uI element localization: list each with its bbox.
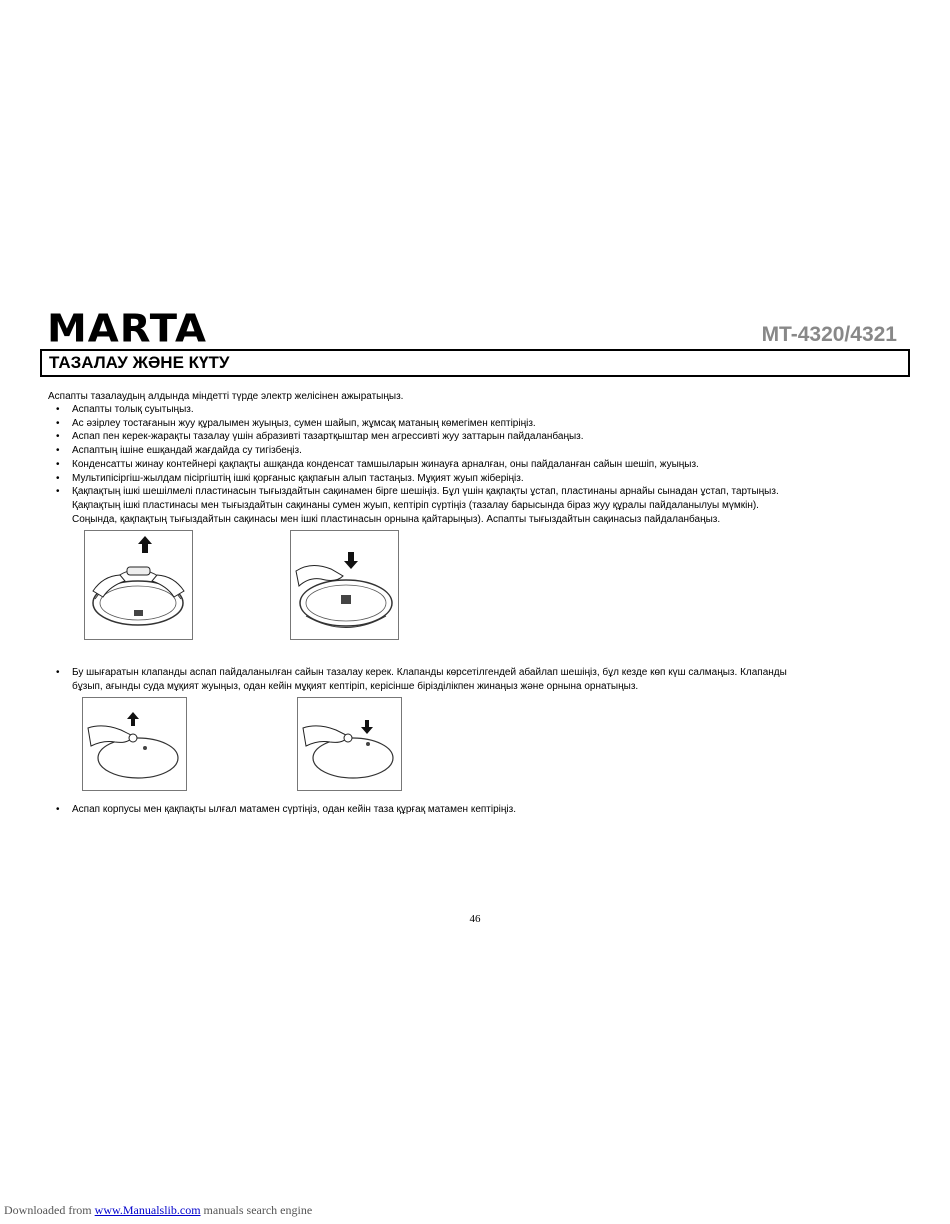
bullet-dot: • — [56, 417, 60, 429]
arrow-down-icon — [344, 552, 358, 569]
bullet-dot: • — [56, 404, 60, 415]
list-item: • Аспаптың ішіне ешқандай жағдайда су тигізбеңіз. — [56, 445, 302, 457]
brand-logo: MARTA — [47, 307, 207, 351]
list-item-valve: • Бу шығаратын клапанды аспап пайдаланылған сайын тазалау керек. Клапанды көрсетілгендей абайлап шешіңіз, бұл кезде көп күш салмаңыз. Клапанды бұзып, ағынды суда мұқият жуыңыз, одан кейін мұқият кептіріп, керісінше бірізділікпен жинаңыз және орнына орнатыңыз. — [56, 667, 787, 692]
lid-install-illustration — [290, 530, 399, 640]
section-title: ТАЗАЛАУ ЖӘНЕ КҮТУ — [49, 353, 230, 372]
bullet-dot: • — [56, 486, 60, 498]
lid-remove-illustration — [84, 530, 193, 640]
bullet-list-main — [48, 403, 779, 526]
list-item: • Аспап корпусы мен қақпақты ылғал матамен сүртіңіз, одан кейін таза құрғақ матамен кептіріңіз. — [56, 804, 516, 815]
list-item: • Аспапты толық суытыңыз. — [56, 404, 194, 415]
list-item: • Ас әзірлеу тостағанын жуу құралымен жуыңыз, сумен шайып, жұмсақ матаның көмегімен кептіріңіз. — [56, 417, 536, 429]
list-item: • Конденсатты жинау контейнері қақпақты ашқанда конденсат тамшыларын жинауға арналған, оны пайдаланған сайын шешіп, жуыңыз. — [56, 458, 699, 470]
valve-install-illustration — [297, 697, 402, 791]
arrow-down-icon — [361, 720, 373, 734]
valve-remove-illustration — [82, 697, 187, 791]
bullet-dot: • — [56, 431, 60, 443]
model-number: MT-4320/4321 — [761, 323, 897, 346]
bullet-dot: • — [56, 458, 60, 470]
list-item-plate: • Қақпақтың ішкі шешілмелі пластинасын тығыздайтын сақинамен бірге шешіңіз. Бұл үшін қақпақты ұстап, пластинаны арнайы сынадан ұстап, тартыңыз. Қақпақтың ішкі пластинасы мен тығыздайтын сақинаны сумен жуып, кептіріп сүртіңіз (тазалау барысында біраз жуу құралы пайдаланылуы мүмкін). Соңында, қақпақтың тығыздайтын сақинасы мен ішкі пластинасын орнына қайтарыңыз). Аспапты тығыздайтын сақинасыз пайдаланбаңыз. — [56, 486, 779, 525]
bullet-dot: • — [56, 445, 60, 457]
list-item: • Мультипісіргіш-жылдам пісіргіштің ішкі қорғаныс қақпағын алып тастаңыз. Мұқият жуып жіберіңіз. — [56, 472, 524, 484]
arrow-up-icon — [127, 712, 139, 726]
page-number: 46 — [469, 913, 481, 925]
manualslib-link[interactable]: www.Manualslib.com — [94, 1203, 201, 1217]
bullet-dot: • — [56, 667, 60, 678]
list-item: • Аспап пен керек-жарақты тазалау үшін абразивті тазартқыштар мен агрессивті жуу заттарын пайдаланбаңыз. — [56, 431, 584, 443]
section-title-box — [40, 349, 910, 377]
arrow-up-icon — [138, 536, 152, 553]
bullet-list-final — [48, 803, 516, 817]
intro-text: Аспапты тазалаудың алдында міндетті түрде электр желісінен ажыратыңыз. — [48, 391, 404, 402]
footer: Downloaded from www.Manualslib.com manuals search engine — [4, 1203, 313, 1217]
bullet-dot: • — [56, 472, 60, 484]
bullet-list-valve — [48, 666, 787, 693]
bullet-dot: • — [56, 804, 60, 815]
